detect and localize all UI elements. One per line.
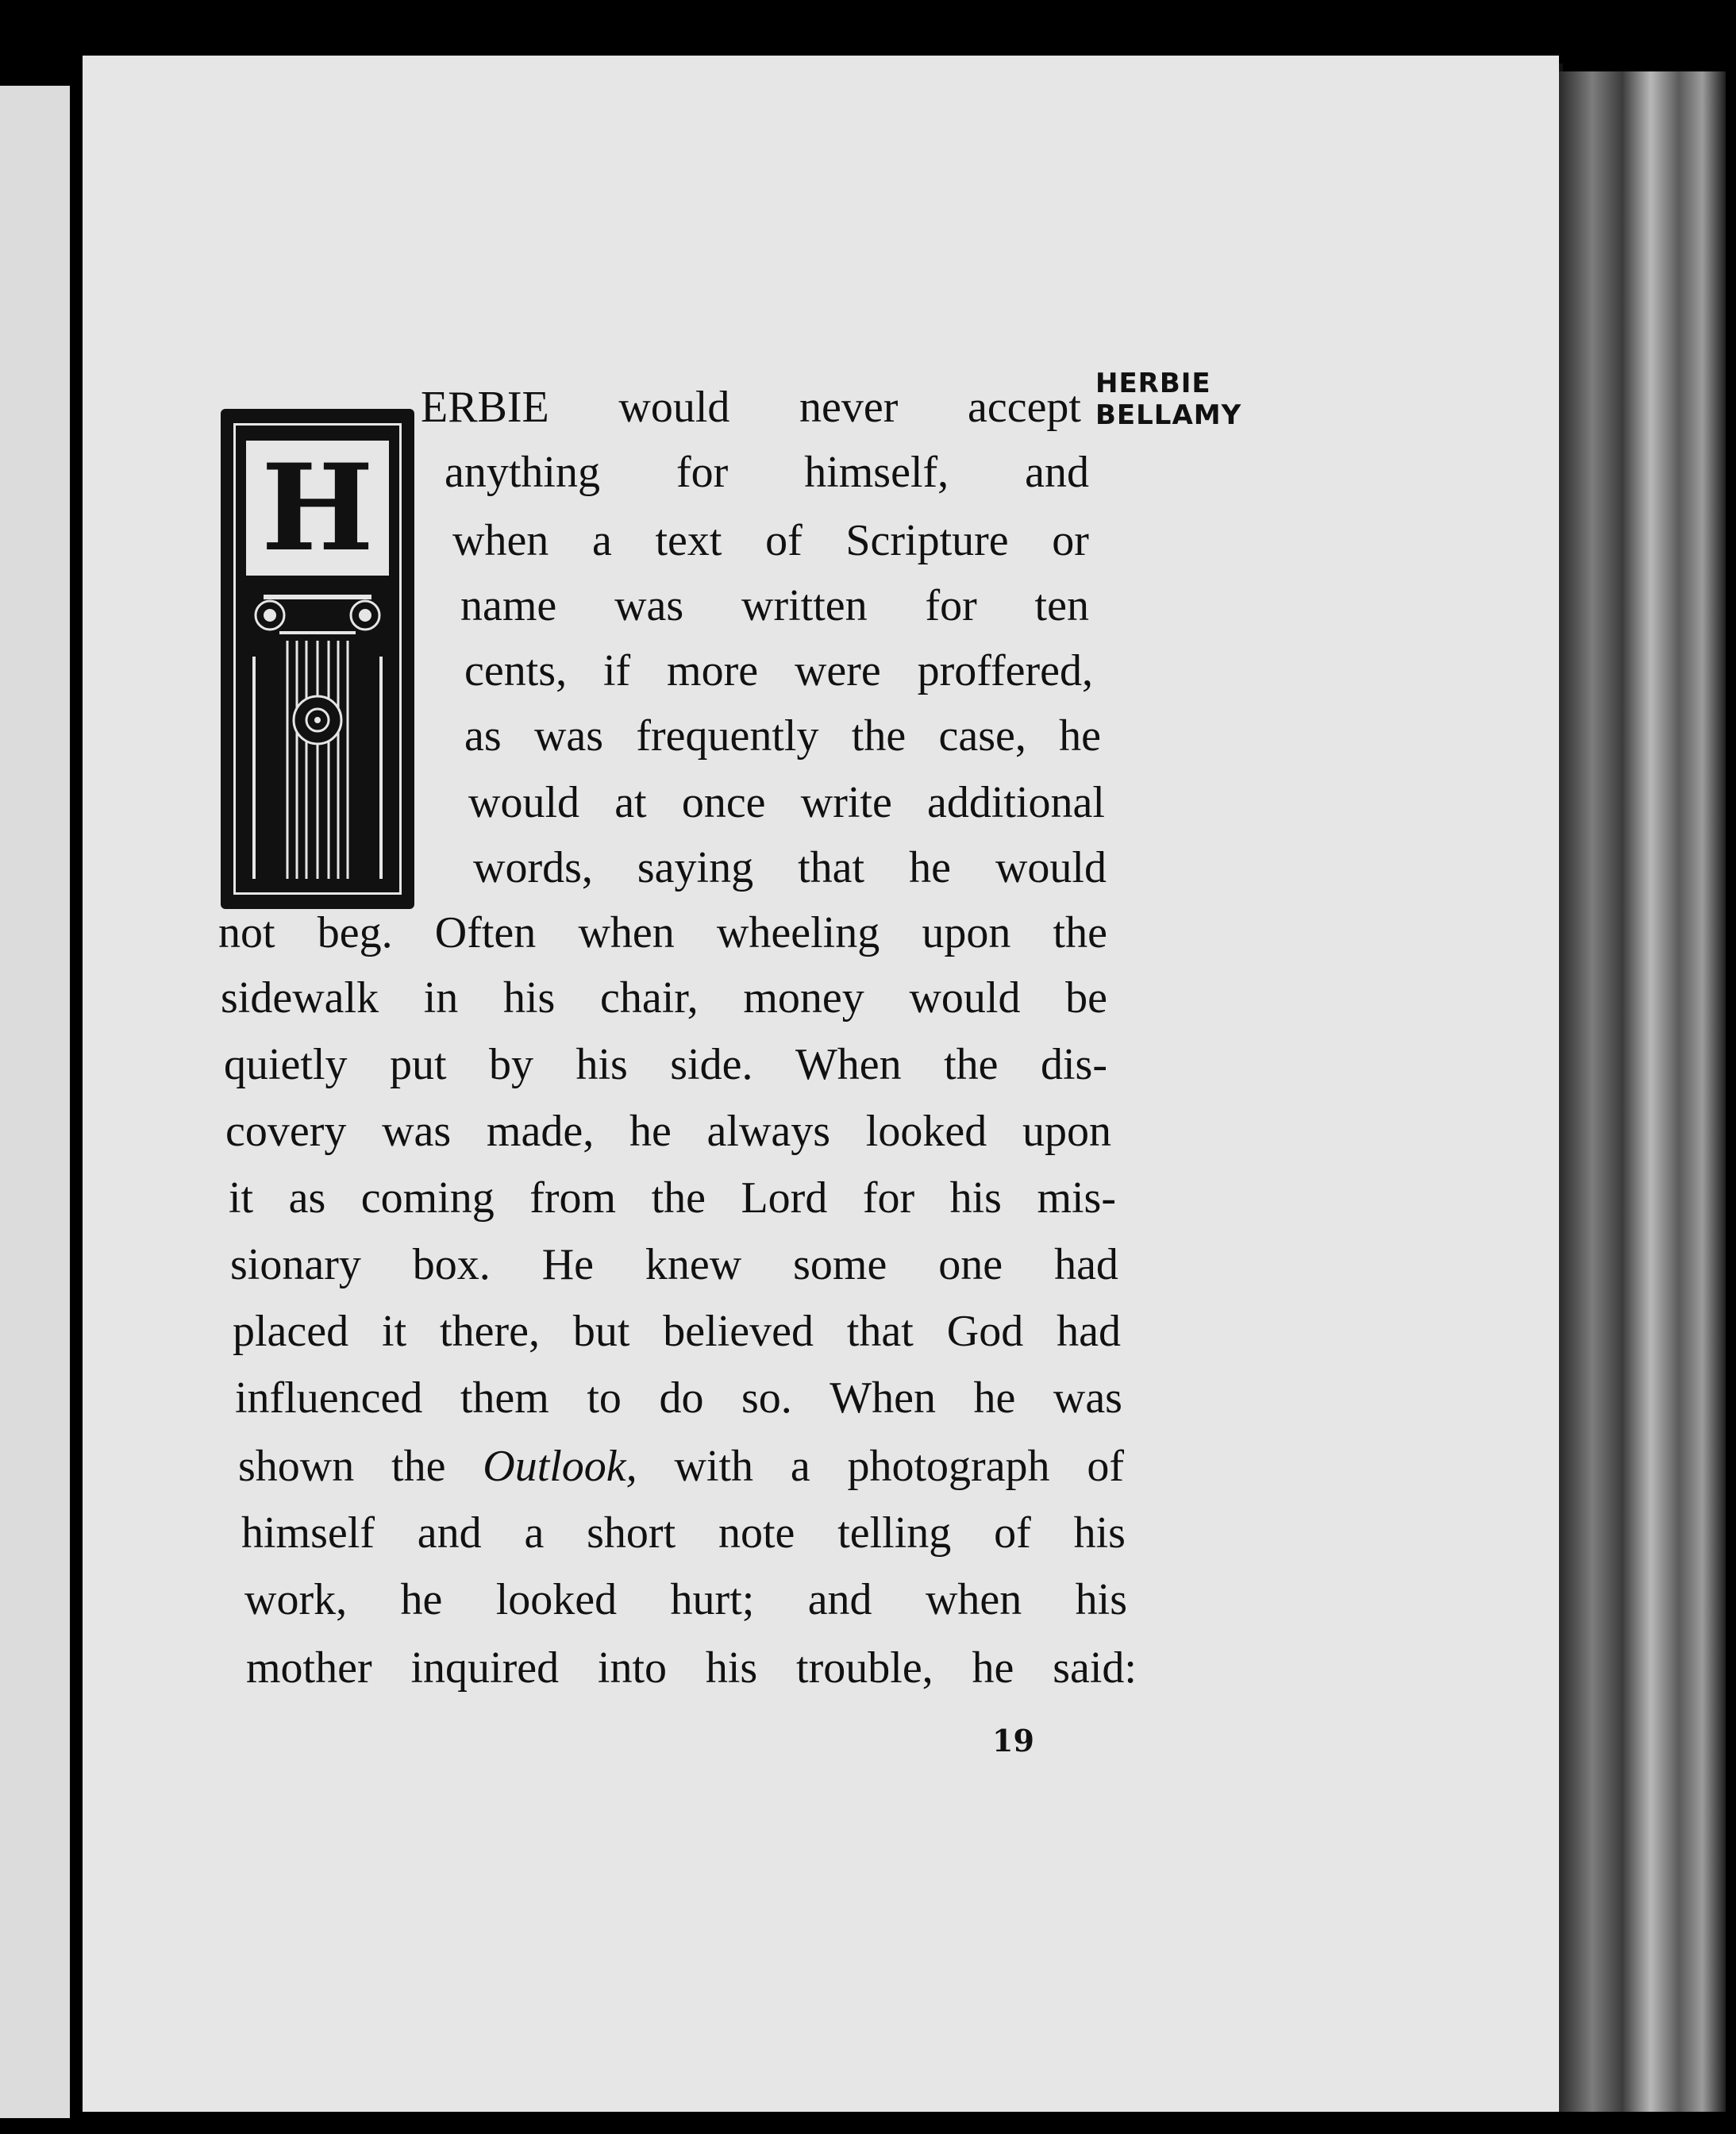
word: Scripture [845, 516, 1009, 565]
word: himself, [804, 448, 949, 497]
drop-cap-ornament [221, 409, 414, 909]
word: for [862, 1173, 915, 1223]
word: Often [434, 908, 537, 957]
word: had [1057, 1307, 1121, 1356]
word: as [464, 711, 502, 761]
word: a [591, 516, 612, 565]
word: the [851, 711, 906, 761]
text-line [225, 1104, 1111, 1159]
word: when [925, 1575, 1022, 1624]
word: do [659, 1373, 704, 1423]
word: ERBIE [421, 383, 549, 432]
word: but [572, 1307, 630, 1356]
running-head-line-1: HERBIE [1095, 368, 1211, 399]
word: wheeling [716, 908, 880, 957]
word: for [925, 581, 977, 630]
word: for [676, 448, 729, 497]
word: of [1087, 1442, 1124, 1491]
word: shown [238, 1442, 355, 1491]
text-line [464, 643, 1093, 699]
text-line [224, 1037, 1107, 1092]
word: hurt; [670, 1575, 755, 1624]
word: his [502, 973, 556, 1023]
word: said: [1053, 1643, 1137, 1693]
word: were [794, 646, 881, 695]
word: was [614, 581, 684, 630]
running-head-line-2: BELLAMY [1095, 399, 1242, 431]
text-line [235, 1370, 1122, 1426]
word: never [799, 383, 899, 432]
word: and [807, 1575, 872, 1624]
word: from [529, 1173, 617, 1223]
word: mother [246, 1643, 372, 1693]
word: box. [412, 1240, 491, 1289]
word: with [674, 1442, 754, 1491]
word: telling [837, 1508, 952, 1558]
word: so. [741, 1373, 792, 1423]
word: He [541, 1240, 594, 1289]
book-binding [1559, 71, 1726, 2112]
text-line [246, 1640, 1137, 1696]
word: additional [927, 778, 1105, 827]
text-line [233, 1304, 1121, 1359]
word: the [391, 1442, 446, 1491]
word: when [452, 516, 549, 565]
word: his [1075, 1575, 1127, 1624]
word: in [423, 973, 459, 1023]
word: he [400, 1575, 443, 1624]
text-line [230, 1237, 1118, 1292]
word: written [741, 581, 868, 630]
word: the [1053, 908, 1107, 957]
word: anything [445, 448, 600, 497]
word: and [1025, 448, 1089, 497]
word: he [1059, 711, 1101, 761]
text-line [238, 1439, 1124, 1494]
text-line [244, 1572, 1127, 1627]
word: frequently [636, 711, 819, 761]
word: that [798, 843, 865, 892]
word: a [524, 1508, 545, 1558]
text-line [221, 970, 1107, 1026]
word: his [575, 1040, 628, 1089]
word: sionary [230, 1240, 361, 1289]
word: if [602, 646, 631, 695]
word: cents, [464, 646, 568, 695]
word: would [995, 843, 1107, 892]
word: Outlook, [483, 1442, 637, 1491]
word: one [938, 1240, 1003, 1289]
word: When [795, 1040, 902, 1089]
word: would [468, 778, 579, 827]
word: was [382, 1107, 452, 1156]
word: he [973, 1373, 1016, 1423]
page-number: 19 [992, 1723, 1034, 1758]
word: influenced [235, 1373, 423, 1423]
word: he [909, 843, 951, 892]
word: words, [473, 843, 593, 892]
word: had [1054, 1240, 1118, 1289]
drop-cap-letter-box [246, 438, 389, 578]
word: covery [225, 1107, 347, 1156]
word: the [651, 1173, 706, 1223]
word: to [587, 1373, 622, 1423]
text-line [218, 905, 1107, 961]
running-head [1095, 365, 1241, 433]
word: and [417, 1508, 482, 1558]
word: made, [486, 1107, 595, 1156]
word: his [1073, 1508, 1126, 1558]
text-line [421, 379, 1081, 435]
word: dis- [1040, 1040, 1107, 1089]
word: Lord [741, 1173, 828, 1223]
word: case, [938, 711, 1026, 761]
word: them [460, 1373, 549, 1423]
text-line [468, 775, 1105, 830]
word: proffered, [917, 646, 1093, 695]
word: or [1052, 516, 1089, 565]
word: ten [1034, 581, 1089, 630]
word: by [489, 1040, 533, 1089]
text-line [460, 578, 1089, 634]
word: put [389, 1040, 447, 1089]
word: believed [663, 1307, 814, 1356]
word: more [667, 646, 759, 695]
word: work, [244, 1575, 348, 1624]
left-page-edge [0, 86, 70, 2118]
word: name [460, 581, 557, 630]
word: placed [233, 1307, 349, 1356]
word: When [830, 1373, 936, 1423]
word: he [629, 1107, 672, 1156]
word: beg. [317, 908, 393, 957]
word: quietly [224, 1040, 348, 1089]
word: upon [922, 908, 1011, 957]
word: money [743, 973, 864, 1023]
word: a [790, 1442, 810, 1491]
text-line [452, 513, 1089, 568]
word: inquired [410, 1643, 560, 1693]
word: when [578, 908, 675, 957]
word: looked [865, 1107, 987, 1156]
word: knew [645, 1240, 742, 1289]
word: was [1053, 1373, 1122, 1423]
text-line [229, 1170, 1116, 1226]
word: upon [1022, 1107, 1111, 1156]
word: as [288, 1173, 326, 1223]
word: some [793, 1240, 887, 1289]
word: trouble, [796, 1643, 933, 1693]
word: God [946, 1307, 1024, 1356]
ionic-column-icon [248, 585, 387, 885]
text-line [473, 840, 1107, 896]
word: it [229, 1173, 254, 1223]
word: photograph [847, 1442, 1050, 1491]
word: write [800, 778, 892, 827]
word: be [1065, 973, 1107, 1023]
text-line [445, 445, 1089, 500]
word: into [597, 1643, 668, 1693]
word: mis- [1037, 1173, 1116, 1223]
word: once [681, 778, 766, 827]
word: saying [637, 843, 754, 892]
word: his [949, 1173, 1002, 1223]
word: there, [440, 1307, 540, 1356]
word: his [705, 1643, 758, 1693]
word: sidewalk [221, 973, 379, 1023]
word: it [382, 1307, 407, 1356]
word: looked [495, 1575, 618, 1624]
word: the [944, 1040, 999, 1089]
text-line [241, 1505, 1126, 1561]
word: note [718, 1508, 795, 1558]
word: he [972, 1643, 1014, 1693]
word: would [618, 383, 730, 432]
word: himself [241, 1508, 375, 1558]
text-line [464, 708, 1101, 764]
drop-cap-letter: H [261, 438, 374, 578]
word: accept [968, 383, 1081, 432]
book-gutter [70, 79, 83, 2128]
word: would [909, 973, 1021, 1023]
word: of [994, 1508, 1031, 1558]
word: always [706, 1107, 831, 1156]
word: coming [360, 1173, 495, 1223]
word: not [218, 908, 275, 957]
word: text [655, 516, 722, 565]
word: short [587, 1508, 676, 1558]
word: side. [670, 1040, 753, 1089]
word: that [846, 1307, 914, 1356]
word: at [614, 778, 647, 827]
word: was [533, 711, 604, 761]
word: chair, [600, 973, 699, 1023]
word: of [765, 516, 803, 565]
